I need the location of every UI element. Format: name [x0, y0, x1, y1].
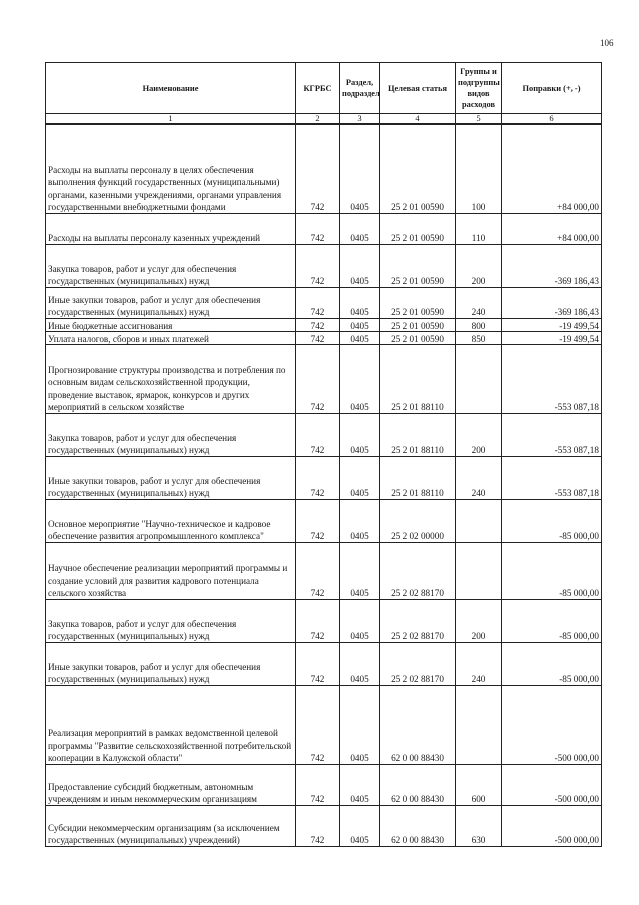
row-group — [456, 543, 502, 600]
table-row — [46, 124, 602, 214]
table-row — [46, 457, 602, 500]
table-row — [46, 345, 602, 414]
row-section: 0405 — [340, 214, 380, 245]
row-name: Иные закупки товаров, работ и услуг для обеспечения государственных (муниципальных) нужд — [46, 288, 296, 319]
header-amount: Поправки (+, -) — [502, 63, 602, 114]
row-amount: -369 186,43 — [502, 288, 602, 319]
row-target: 25 2 02 00000 — [380, 500, 456, 543]
table-row — [46, 686, 602, 765]
row-kgrbs: 742 — [296, 543, 340, 600]
row-section: 0405 — [340, 288, 380, 319]
row-section: 0405 — [340, 500, 380, 543]
row-group: 630 — [456, 806, 502, 847]
header-target: Целевая статья — [380, 63, 456, 114]
row-section: 0405 — [340, 345, 380, 414]
table-header-row — [46, 63, 602, 114]
row-name: Расходы на выплаты персоналу казенных учреждений — [46, 214, 296, 245]
row-amount: -500 000,00 — [502, 765, 602, 806]
row-name: Закупка товаров, работ и услуг для обеспечения государственных (муниципальных) нужд — [46, 600, 296, 643]
table-row — [46, 600, 602, 643]
row-target: 25 2 01 00590 — [380, 124, 456, 214]
row-name: Субсидии некоммерческим организациям (за исключением государственных (муниципальных) учреждений) — [46, 806, 296, 847]
row-name: Иные закупки товаров, работ и услуг для обеспечения государственных (муниципальных) нужд — [46, 643, 296, 686]
row-group: 240 — [456, 457, 502, 500]
row-target: 25 2 02 88170 — [380, 643, 456, 686]
row-name: Прогнозирование структуры производства и потребления по основным видам сельскохозяйственной продукции, проведение выставок, ярмарок, конкурсов и других мероприятий в сельском хозяйстве — [46, 345, 296, 414]
row-section: 0405 — [340, 457, 380, 500]
header-section: Раздел, подраздел — [340, 63, 380, 114]
row-name: Уплата налогов, сборов и иных платежей — [46, 332, 296, 345]
row-section: 0405 — [340, 686, 380, 765]
row-kgrbs: 742 — [296, 414, 340, 457]
row-kgrbs: 742 — [296, 214, 340, 245]
table-row — [46, 245, 602, 288]
row-section: 0405 — [340, 319, 380, 332]
table-row — [46, 765, 602, 806]
column-number: 3 — [340, 114, 380, 125]
column-number: 5 — [456, 114, 502, 125]
row-section: 0405 — [340, 543, 380, 600]
row-kgrbs: 742 — [296, 345, 340, 414]
table-row — [46, 806, 602, 847]
table-row — [46, 414, 602, 457]
row-section: 0405 — [340, 124, 380, 214]
row-group — [456, 500, 502, 543]
row-amount: -553 087,18 — [502, 345, 602, 414]
row-group: 800 — [456, 319, 502, 332]
row-name: Иные закупки товаров, работ и услуг для обеспечения государственных (муниципальных) нужд — [46, 457, 296, 500]
page-number: 106 — [600, 38, 614, 48]
row-kgrbs: 742 — [296, 245, 340, 288]
row-section: 0405 — [340, 600, 380, 643]
row-section: 0405 — [340, 332, 380, 345]
row-amount: -553 087,18 — [502, 414, 602, 457]
column-number: 1 — [46, 114, 296, 125]
row-amount: -19 499,54 — [502, 332, 602, 345]
row-name: Иные бюджетные ассигнования — [46, 319, 296, 332]
row-amount: -85 000,00 — [502, 500, 602, 543]
row-amount: -85 000,00 — [502, 643, 602, 686]
row-group — [456, 345, 502, 414]
table-row — [46, 500, 602, 543]
row-group — [456, 686, 502, 765]
table-row — [46, 643, 602, 686]
table-row — [46, 214, 602, 245]
row-kgrbs: 742 — [296, 319, 340, 332]
table-row — [46, 543, 602, 600]
row-target: 25 2 01 88110 — [380, 414, 456, 457]
header-group: Группы и подгруппы видов расходов — [456, 63, 502, 114]
header-kgrbs: КГРБС — [296, 63, 340, 114]
row-name: Научное обеспечение реализации мероприятий программы и создание условий для развития кадрового потенциала сельского хозяйства — [46, 543, 296, 600]
row-kgrbs: 742 — [296, 806, 340, 847]
row-target: 62 0 00 88430 — [380, 686, 456, 765]
row-group: 100 — [456, 124, 502, 214]
row-kgrbs: 742 — [296, 124, 340, 214]
row-target: 25 2 01 00590 — [380, 319, 456, 332]
row-amount: -19 499,54 — [502, 319, 602, 332]
row-kgrbs: 742 — [296, 643, 340, 686]
table-row — [46, 288, 602, 319]
row-kgrbs: 742 — [296, 765, 340, 806]
row-target: 25 2 01 88110 — [380, 457, 456, 500]
column-number-row — [46, 114, 602, 125]
row-name: Реализация мероприятий в рамках ведомственной целевой программы "Развитие сельскохозяйственной потребительской кооперации в Калужской области" — [46, 686, 296, 765]
row-group: 200 — [456, 245, 502, 288]
table-row — [46, 319, 602, 332]
header-name: Наименование — [46, 63, 296, 114]
row-amount: -553 087,18 — [502, 457, 602, 500]
row-name: Расходы на выплаты персоналу в целях обеспечения выполнения функций государственных (муниципальными) органами, казенными учреждениями, органами управления государственными внебюджетными фондами — [46, 124, 296, 214]
row-target: 62 0 00 88430 — [380, 765, 456, 806]
row-group: 110 — [456, 214, 502, 245]
table-body — [46, 124, 602, 847]
column-number: 6 — [502, 114, 602, 125]
row-kgrbs: 742 — [296, 332, 340, 345]
row-target: 25 2 01 00590 — [380, 288, 456, 319]
row-kgrbs: 742 — [296, 686, 340, 765]
row-target: 25 2 01 00590 — [380, 214, 456, 245]
table-row — [46, 332, 602, 345]
column-number: 4 — [380, 114, 456, 125]
row-group: 240 — [456, 643, 502, 686]
row-target: 62 0 00 88430 — [380, 806, 456, 847]
row-target: 25 2 02 88170 — [380, 543, 456, 600]
row-amount: -500 000,00 — [502, 806, 602, 847]
row-amount: +84 000,00 — [502, 214, 602, 245]
row-target: 25 2 01 00590 — [380, 245, 456, 288]
row-amount: -369 186,43 — [502, 245, 602, 288]
row-target: 25 2 02 88170 — [380, 600, 456, 643]
row-section: 0405 — [340, 245, 380, 288]
budget-amendments-table — [45, 62, 602, 847]
row-group: 200 — [456, 414, 502, 457]
row-group: 200 — [456, 600, 502, 643]
row-name: Закупка товаров, работ и услуг для обеспечения государственных (муниципальных) нужд — [46, 245, 296, 288]
row-group: 240 — [456, 288, 502, 319]
row-group: 850 — [456, 332, 502, 345]
row-kgrbs: 742 — [296, 600, 340, 643]
row-target: 25 2 01 00590 — [380, 332, 456, 345]
row-section: 0405 — [340, 765, 380, 806]
row-amount: -500 000,00 — [502, 686, 602, 765]
row-amount: +84 000,00 — [502, 124, 602, 214]
row-section: 0405 — [340, 414, 380, 457]
row-amount: -85 000,00 — [502, 600, 602, 643]
row-kgrbs: 742 — [296, 288, 340, 319]
row-group: 600 — [456, 765, 502, 806]
row-name: Закупка товаров, работ и услуг для обеспечения государственных (муниципальных) нужд — [46, 414, 296, 457]
row-kgrbs: 742 — [296, 457, 340, 500]
column-number: 2 — [296, 114, 340, 125]
row-name: Основное мероприятие "Научно-техническое и кадровое обеспечение развития агропромышленного комплекса" — [46, 500, 296, 543]
row-name: Предоставление субсидий бюджетным, автономным учреждениям и иным некоммерческим организациям — [46, 765, 296, 806]
row-section: 0405 — [340, 806, 380, 847]
row-kgrbs: 742 — [296, 500, 340, 543]
row-target: 25 2 01 88110 — [380, 345, 456, 414]
row-amount: -85 000,00 — [502, 543, 602, 600]
row-section: 0405 — [340, 643, 380, 686]
